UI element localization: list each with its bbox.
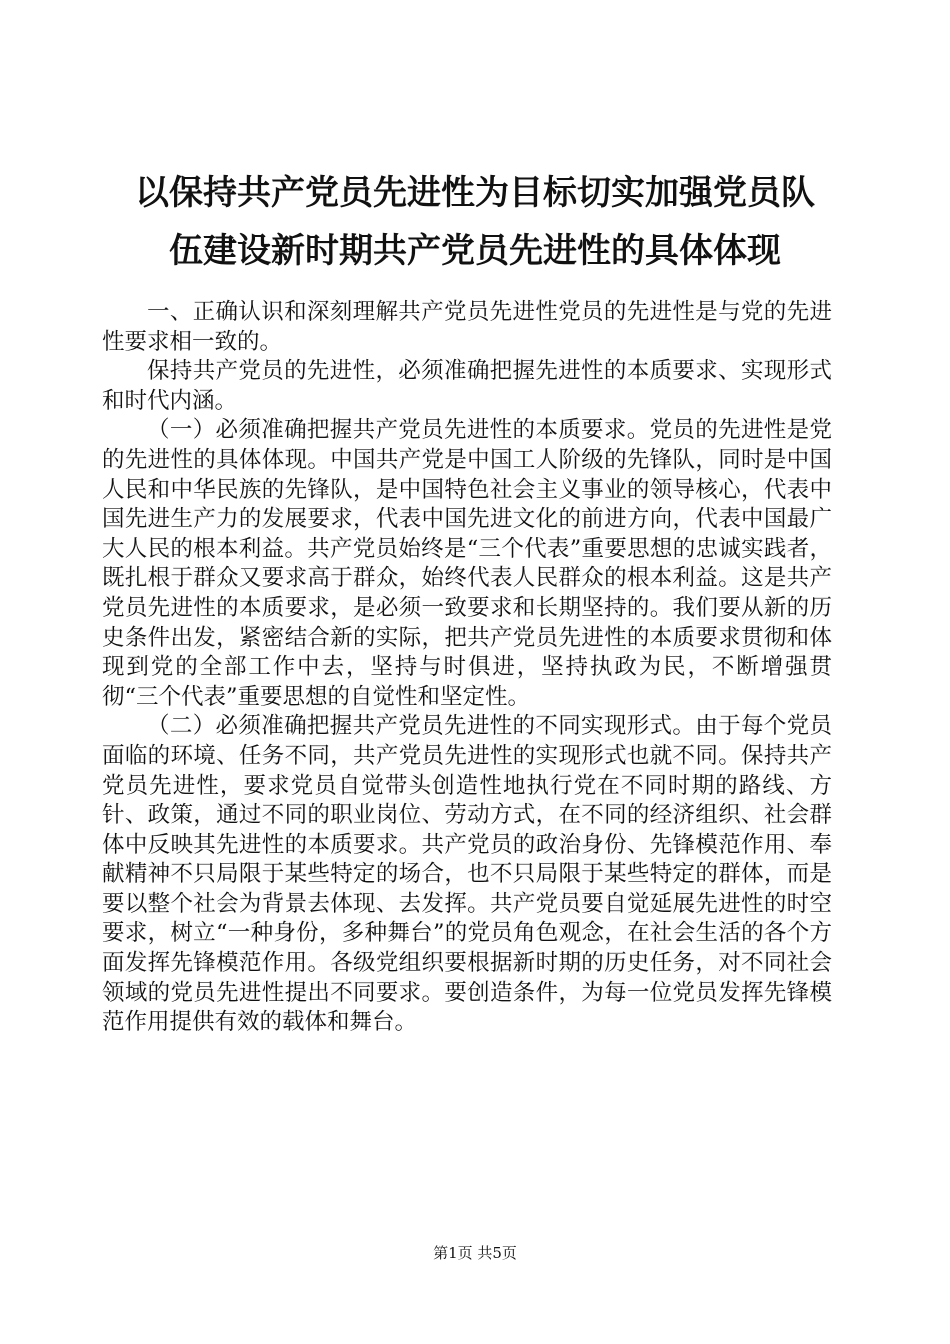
paragraph-4: （二）必须准确把握共产党员先进性的不同实现形式。由于每个党员面临的环境、任务不同，共产党员先进性的实现形式也就不同。保持共产党员先进性，要求党员自觉带头创造性地执行党在不同时期的路线、方针、政策，通过不同的职业岗位、劳动方式，在不同的经济组织、社会群体中反映其先进性的本质要求。共产党员的政治身份、先锋模范作用、奉献精神不只局限于某些特定的场合，也不只局限于某些特定的群体，而是要以整个社会为背景去体现、去发挥。共产党员要自觉延展先进性的时空要求，树立“一种身份，多种舞台”的党员角色观念，在社会生活的各个方面发挥先锋模范作用。各级党组织要根据新时期的历史任务，对不同社会领域的党员先进性提出不同要求。要创造条件，为每一位党员发挥先锋模范作用提供有效的载体和舞台。	[102, 713, 832, 1036]
title-line-2: 伍建设新时期共产党员先进性的具体体现	[169, 231, 781, 271]
page-footer: 第1页 共5页	[433, 1244, 517, 1262]
document-body	[102, 298, 832, 1038]
document-title	[100, 164, 850, 280]
paragraph-3: （一）必须准确把握共产党员先进性的本质要求。党员的先进性是党的先进性的具体体现。中国共产党是中国工人阶级的先锋队，同时是中国人民和中华民族的先锋队，是中国特色社会主义事业的领导核心，代表中国先进生产力的发展要求，代表中国先进文化的前进方向，代表中国最广大人民的根本利益。共产党员始终是“三个代表”重要思想的忠诚实践者，既扎根于群众又要求高于群众，始终代表人民群众的根本利益。这是共产党员先进性的本质要求，是必须一致要求和长期坚持的。我们要从新的历史条件出发，紧密结合新的实际，把共产党员先进性的本质要求贯彻和体现到党的全部工作中去，坚持与时俱进，坚持执政为民，不断增强贯彻“三个代表”重要思想的自觉性和坚定性。	[102, 417, 832, 710]
paragraph-2: 保持共产党员的先进性，必须准确把握先进性的本质要求、实现形式和时代内涵。	[102, 358, 832, 414]
title-line-1: 以保持共产党员先进性为目标切实加强党员队	[135, 173, 815, 213]
paragraph-1: 一、正确认识和深刻理解共产党员先进性党员的先进性是与党的先进性要求相一致的。	[102, 299, 832, 355]
